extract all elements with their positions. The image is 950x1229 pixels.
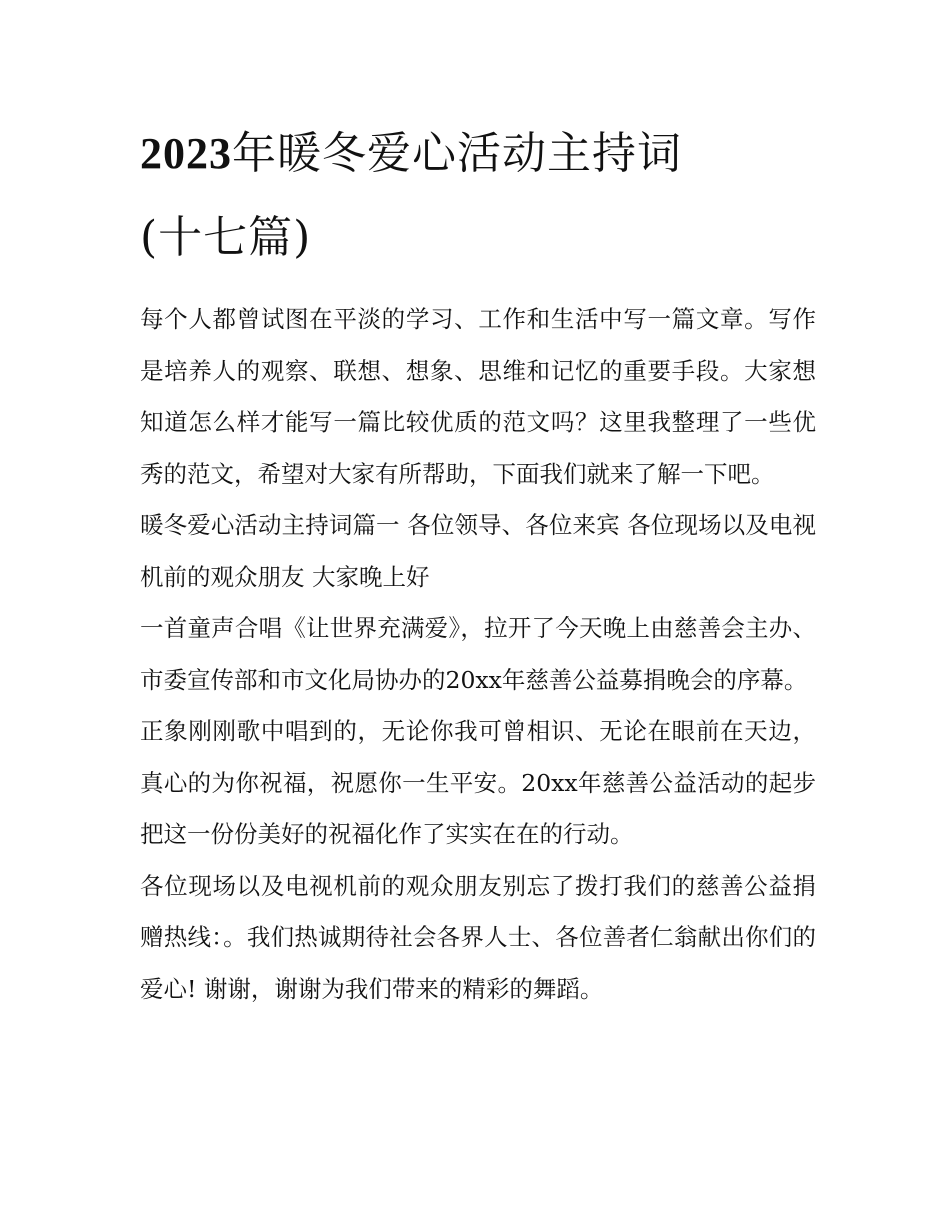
hotline-paragraph: 各位现场以及电视机前的观众朋友别忘了拨打我们的慈善公益捐赠热线：。我们热诚期待社会各界人士、各位善者仁翁献出你们的爱心! 谢谢，谢谢为我们带来的精彩的舞蹈。 bbox=[140, 871, 816, 1003]
song-paragraph: 正象刚刚歌中唱到的，无论你我可曾相识、无论在眼前在天边，真心的为你祝福，祝愿你一生平安。20xx年慈善公益活动的起步把这一份份美好的祝福化作了实实在在的行动。 bbox=[140, 717, 816, 848]
opening-paragraph: 一首童声合唱《让世界充满爱》，拉开了今天晚上由慈善会主办、市委宣传部和市文化局协办的20xx年慈善公益募捐晚会的序幕。 bbox=[140, 614, 816, 694]
title-year: 2023 bbox=[140, 129, 232, 178]
document-body bbox=[140, 112, 816, 1015]
intro-paragraph: 每个人都曾试图在平淡的学习、工作和生活中写一篇文章。写作是培养人的观察、联想、想象、思维和记忆的重要手段。大家想知道怎么样才能写一篇比较优质的范文吗？这里我整理了一些优秀的范文，希望对大家有所帮助，下面我们就来了解一下吧。 bbox=[140, 305, 816, 488]
title-line-1 bbox=[140, 112, 816, 196]
document-title bbox=[140, 112, 816, 280]
title-line-2: (十七篇) bbox=[140, 212, 312, 263]
title-line-1-rest: 年暖冬爱心活动主持词 bbox=[232, 128, 682, 179]
greeting-paragraph: 暖冬爱心活动主持词篇一 各位领导、各位来宾 各位现场以及电视机前的观众朋友 大家晚上好 bbox=[140, 511, 816, 591]
